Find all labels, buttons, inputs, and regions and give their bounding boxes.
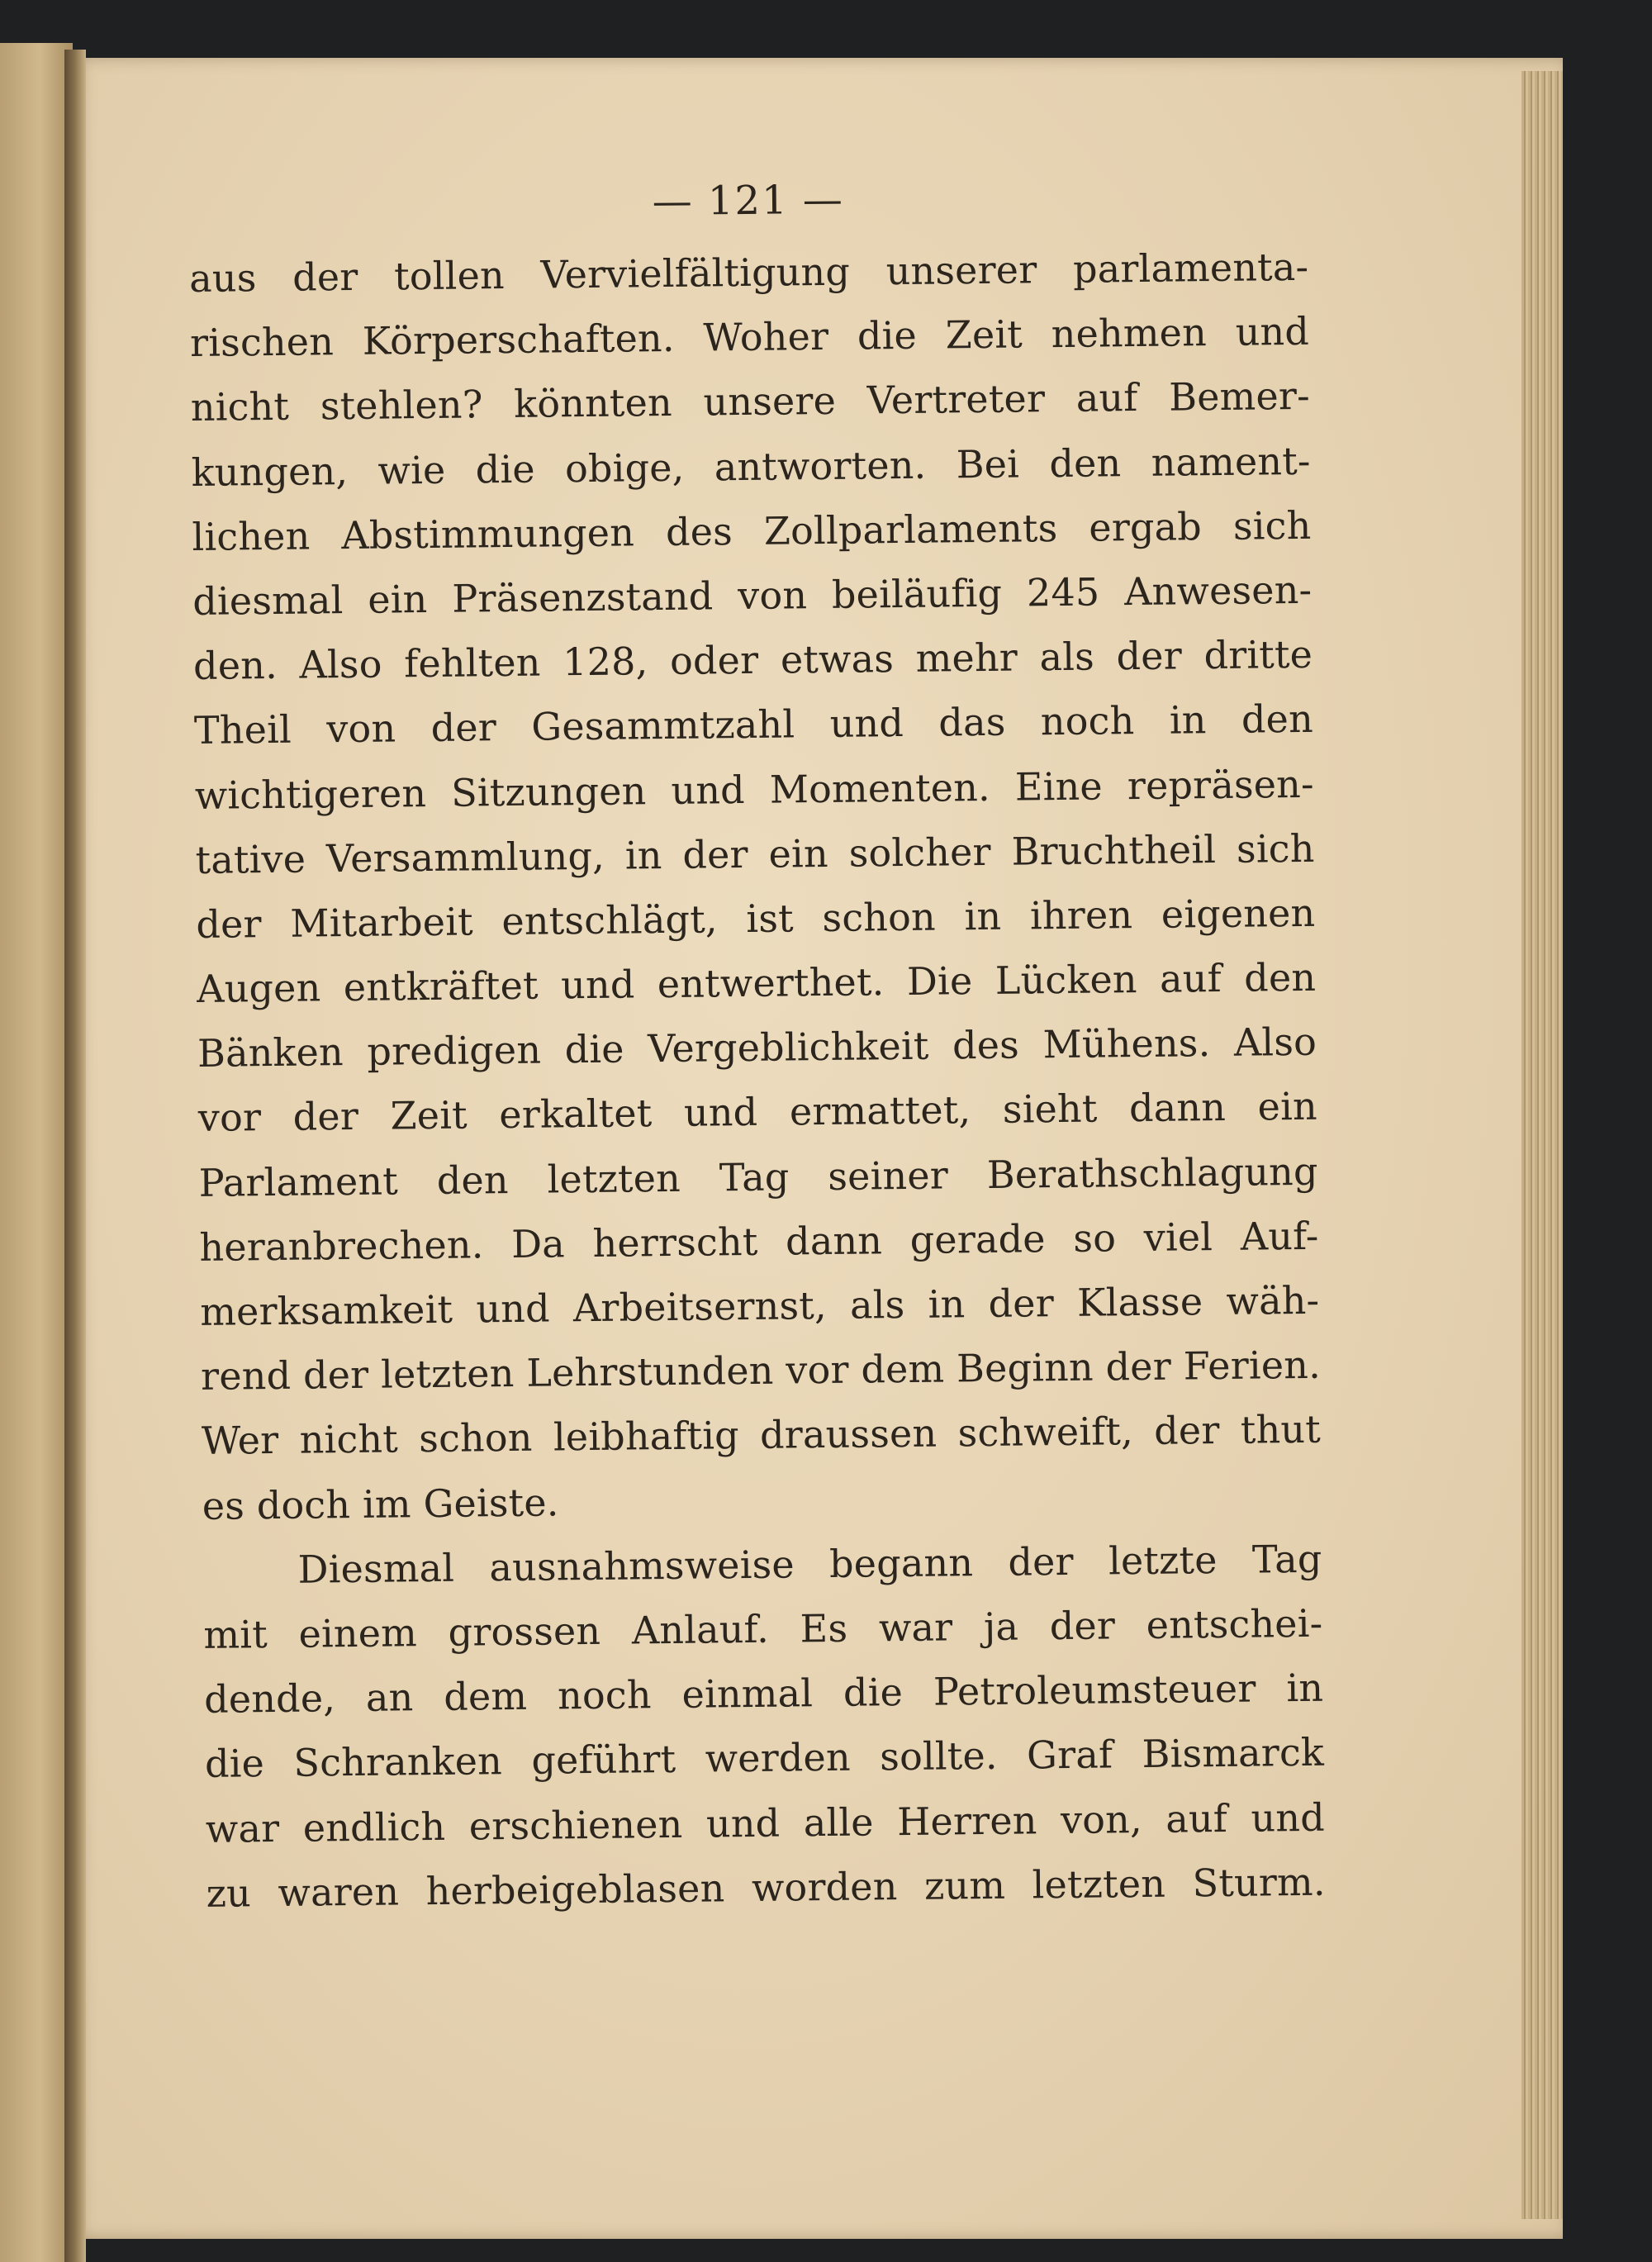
page-text (188, 170, 1326, 1926)
page-number: — 121 — (652, 176, 845, 226)
page-edges (1521, 71, 1563, 2219)
text-line: Augen entkräftet und entwerthet. Die Lücken auf den (196, 954, 1317, 1012)
text-line: merksamkeit und Arbeitsernst, als in der Klasse wäh- (200, 1277, 1320, 1334)
text-line: aus der tollen Vervielfältigung unserer parlamenta- (188, 244, 1309, 301)
text-line: die Schranken geführt werden sollte. Graf Bismarck (204, 1730, 1325, 1787)
text-line: vor der Zeit erkaltet und ermattet, sieht dann ein (197, 1084, 1318, 1141)
text-line: der Mitarbeit entschlägt, ist schon in ihren eigenen (196, 890, 1316, 947)
text-line: rischen Körperschaften. Woher die Zeit nehmen und (189, 308, 1310, 366)
text-line: Theil von der Gesammtzahl und das noch in den (193, 696, 1314, 753)
text-line: Diesmal ausnahmsweise begann der letzte Tag (297, 1536, 1322, 1592)
text-line: tative Versammlung, in der ein solcher Bruchtheil sich (195, 825, 1315, 882)
text-line: es doch im Geiste. (202, 1479, 559, 1528)
text-line: rend der letzten Lehrstunden vor dem Beginn der Ferien. (200, 1342, 1322, 1399)
text-line: heranbrechen. Da herrscht dann gerade so viel Auf- (199, 1213, 1319, 1270)
text-line: den. Also fehlten 128, oder etwas mehr als der dritte (192, 631, 1313, 689)
text-line: zu waren herbeigeblasen worden zum letzten Sturm. (206, 1859, 1326, 1916)
book-gutter (64, 50, 86, 2262)
text-line: Wer nicht schon leibhaftig draussen schweift, der thut (201, 1407, 1322, 1464)
text-line: kungen, wie die obige, antworten. Bei den nament- (191, 438, 1311, 495)
paragraph-2 (202, 1526, 1326, 1925)
text-line: Parlament den letzten Tag seiner Berathschlagung (198, 1148, 1318, 1205)
text-line: war endlich erschienen und alle Herren von, auf und (205, 1794, 1326, 1851)
text-line: Bänken predigen die Vergeblichkeit des Mühens. Also (197, 1019, 1317, 1076)
facing-page-edge (0, 43, 73, 2262)
text-line: mit einem grossen Anlauf. Es war ja der entschei- (203, 1600, 1323, 1657)
text-line: diesmal ein Präsenzstand von beiläufig 245 Anwesen- (192, 567, 1313, 624)
text-line: dende, an dem noch einmal die Petroleumsteuer in (203, 1665, 1324, 1723)
text-line: nicht stehlen? könnten unsere Vertreter auf Bemer- (190, 373, 1311, 430)
text-line: lichen Abstimmungen des Zollparlaments ergab sich (192, 502, 1312, 559)
text-line: wichtigeren Sitzungen und Momenten. Eine repräsen- (194, 761, 1314, 818)
paragraph-1 (189, 235, 1322, 1538)
